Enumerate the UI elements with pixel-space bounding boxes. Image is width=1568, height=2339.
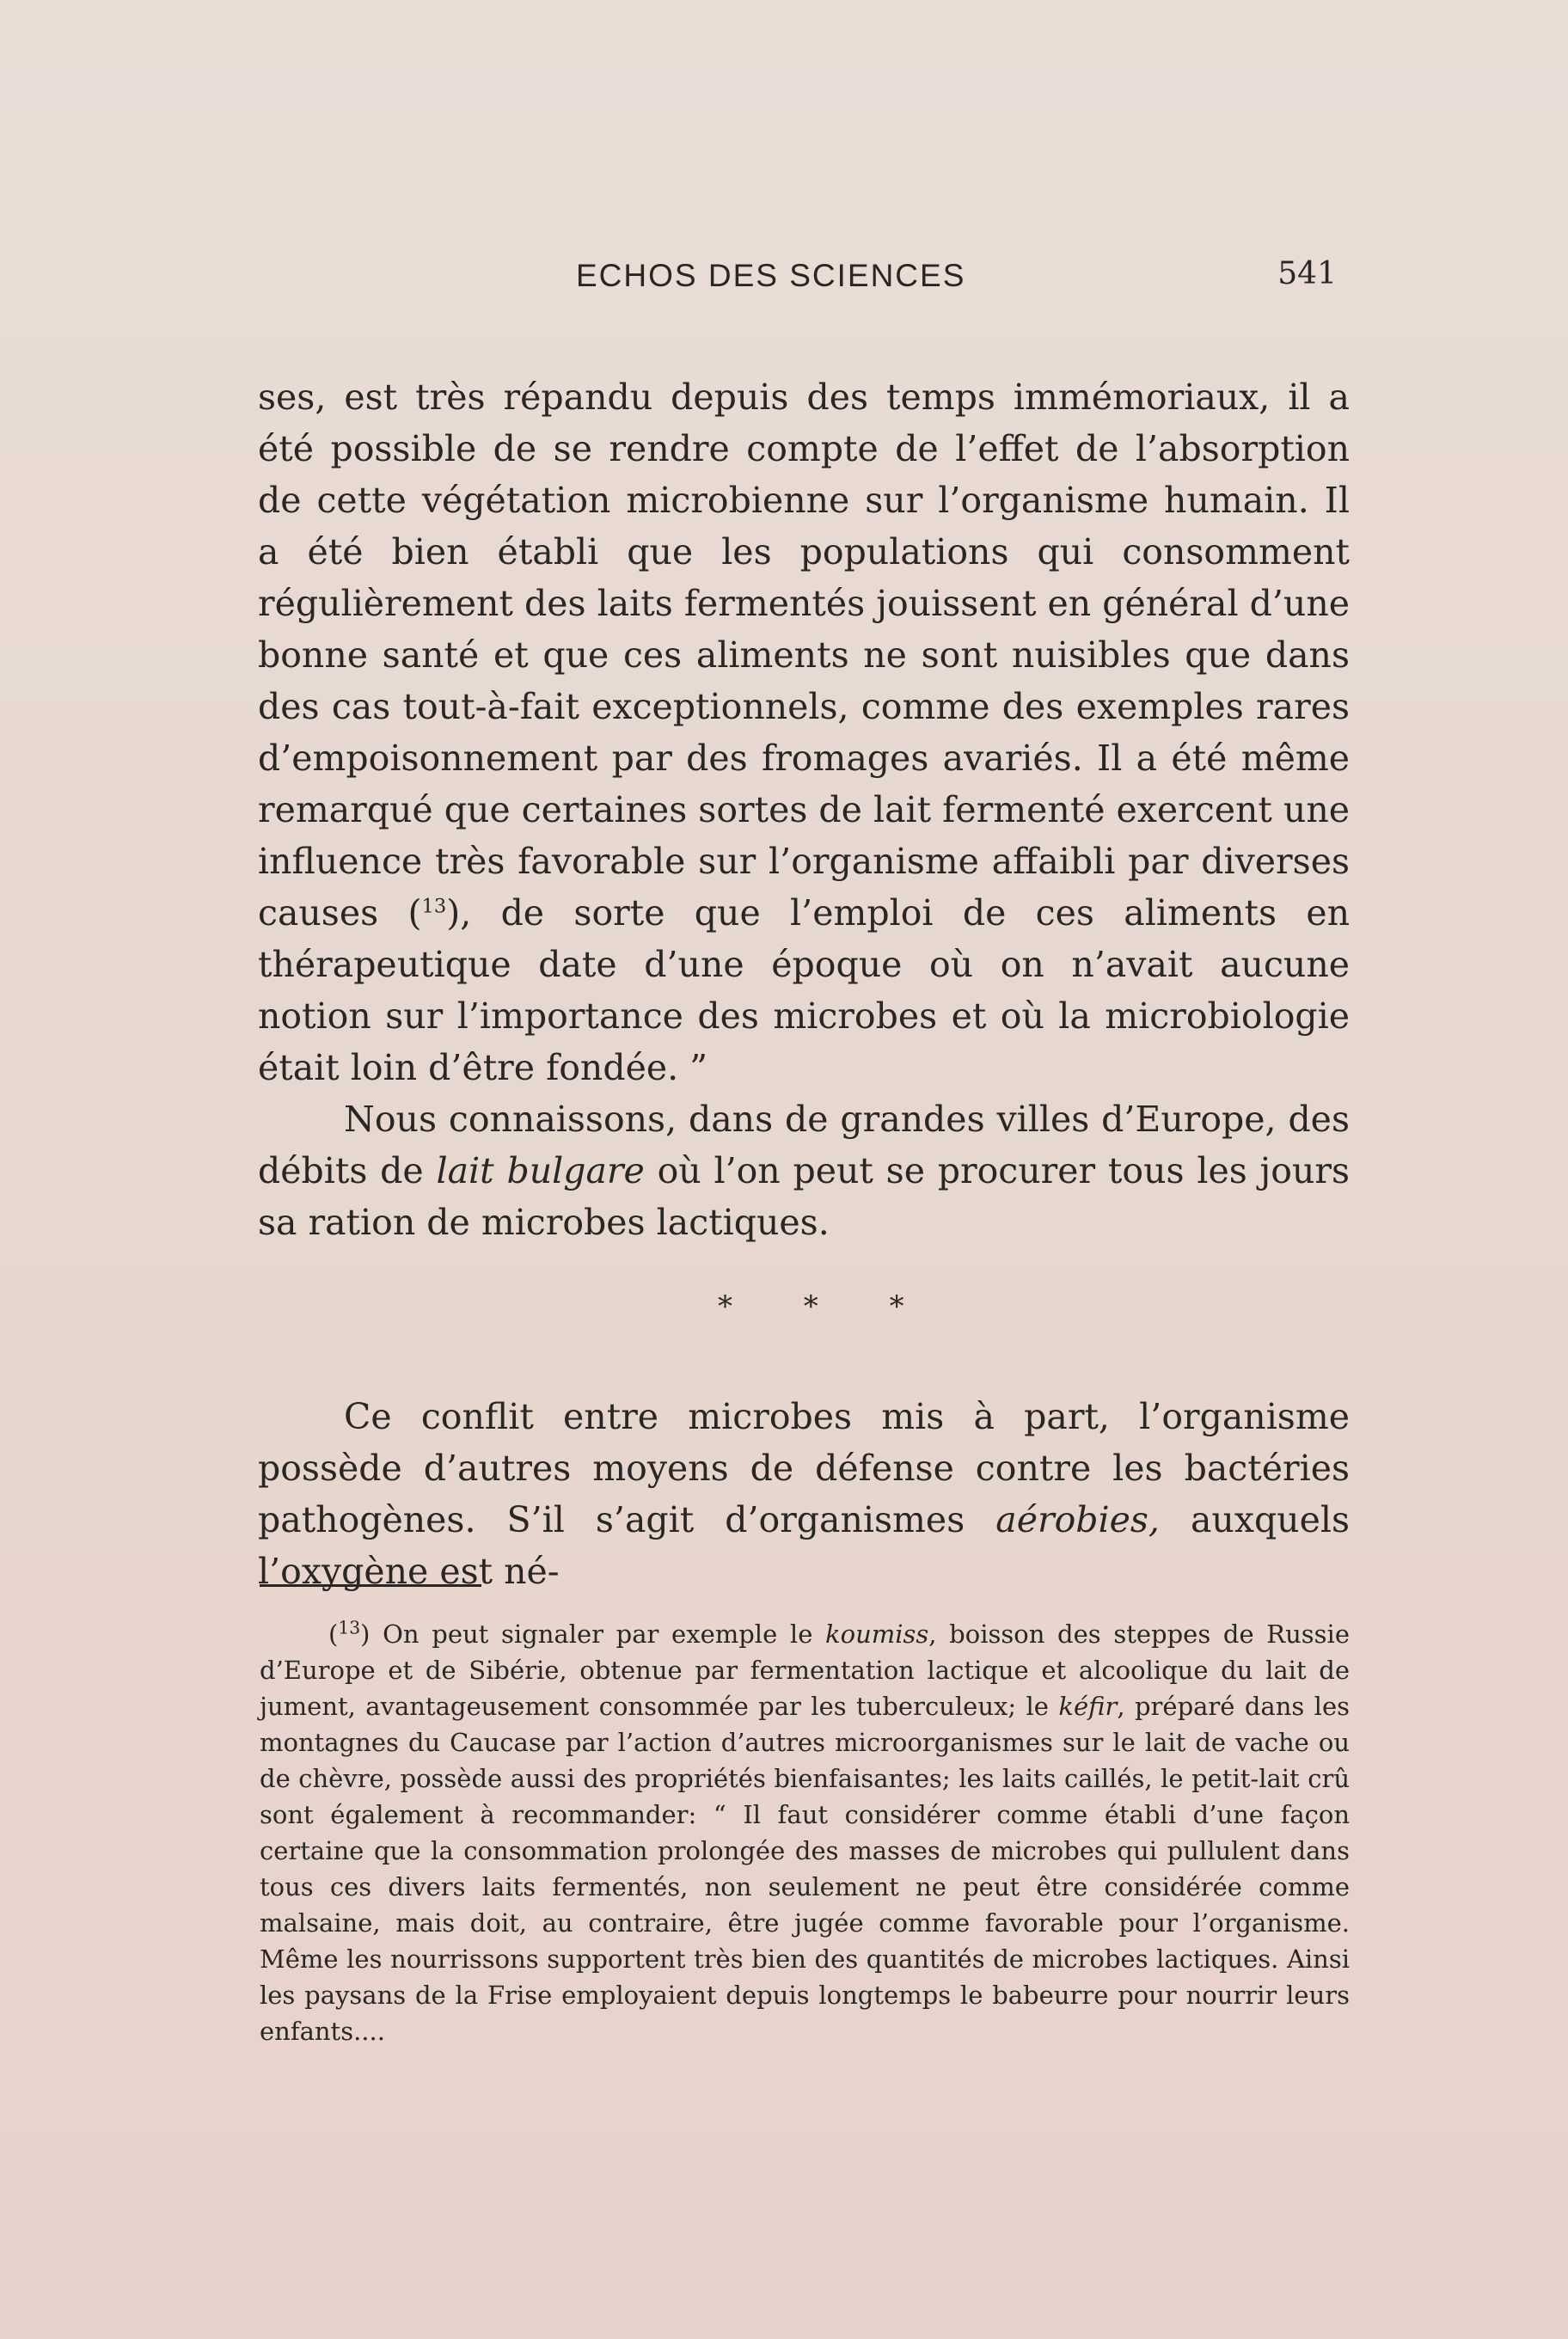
paragraph-3-text-a: Ce conflit entre microbes mis à part, l’organisme possède d’autres moyens de défense contre les bactéries pathogènes. S’il s’agit d’organismes [258, 1396, 1350, 1540]
footnote-reference: 13 [421, 895, 447, 918]
paragraph-3 [258, 1391, 1350, 1597]
paragraph-2 [258, 1093, 1350, 1248]
footnote [260, 1616, 1350, 2049]
paragraph-1-text-a: ses, est très répandu depuis des temps immémoriaux, il a été possible de se rendre compte de l’effet de l’absorption de cette végétation microbienne sur l’organisme humain. Il a été bien établi que les populations qui consomment régulièrement des laits fermentés jouissent en général d’une bonne santé et que ces aliments ne sont nuisibles que dans des cas tout-à-fait exceptionnels, comme des exemples rares d’empoisonnement par des fromages avariés. Il a été même remarqué que certaines sortes de lait fermenté exercent une influence très favorable sur l’organisme affaibli par diverses causes ( [258, 377, 1350, 934]
footnote-13: ($^{13}$) On peut signaler par exemple le koumiss, boisson des steppes de Russie d’Europe et de Sibérie, obtenue par fermentation lactique et alcoolique du lait de jument, avantageusement consommée par les tuberculeux; le kéfir, préparé dans les montagnes du Caucase par l’action d’autres microorganismes sur le lait de vache ou de chèvre, possède aussi des propriétés bienfaisantes; les laits caillés, le petit-lait crû sont également à recommander: “ Il faut considérer comme établi d’une façon certaine que la consommation prolongée des masses de microbes qui pullulent dans tous ces divers laits fermentés, non seulement ne peut être considérée comme malsaine, mais doit, au contraire, être jugée comme favorable pour l’organisme. Même les nourrissons supportent très bien des quantités de microbes lactiques. Ainsi les paysans de la Frise employaient depuis longtemps le babeurre pour nourrir leurs enfants.... [260, 1617, 1350, 2046]
paragraph-3-text-b: auxquels l’oxygène est né- [258, 1499, 1351, 1592]
running-header [258, 258, 1345, 301]
footnote-italic-1: koumiss [825, 1620, 929, 1649]
main-text-continued [258, 1391, 1350, 1597]
running-title: ECHOS DES SCIENCES [576, 258, 966, 293]
paragraph-2-text-a: Nous connaissons, dans de grandes villes d’Europe, des débits de [258, 1099, 1350, 1191]
paragraph-3-italic: aérobies, [995, 1499, 1160, 1540]
footnote-number: 13 [338, 1617, 361, 1638]
paragraph-1-text-b: ), de sorte que l’emploi de ces aliments en thérapeutique date d’une époque où on n’avait aucune notion sur l’importance des microbes et où la microbiologie était loin d’être fondée. ” [258, 892, 1351, 1088]
section-separator: * * * [718, 1289, 935, 1324]
main-text [258, 371, 1350, 1248]
footnote-text-2: , boisson des steppes de Russie d’Europe et de Sibérie, obtenue par fermentation lactique et alcoolique du lait de jument, avantageusement consommée par les tuberculeux; le [260, 1620, 1350, 1721]
paragraph-1 [258, 371, 1350, 1093]
footnote-italic-2: kéfir [1058, 1692, 1118, 1721]
footnote-text-3: , préparé dans les montagnes du Caucase par l’action d’autres microorganismes sur le lait de vache ou de chèvre, possède aussi des propriétés bienfaisantes; les laits caillés, le petit-lait crû sont également à recommander: “ Il faut considérer comme établi d’une façon certaine que la consommation prolongée des masses de microbes qui pullulent dans tous ces divers laits fermentés, non seulement ne peut être considérée comme malsaine, mais doit, au contraire, être jugée comme favorable pour l’organisme. Même les nourrissons supportent très bien des quantités de microbes lactiques. Ainsi les paysans de la Frise employaient depuis longtemps le babeurre pour nourrir leurs enfants.... [260, 1692, 1350, 2046]
footnote-text-1: On peut signaler par exemple le [370, 1620, 826, 1649]
footnote-divider [260, 1584, 481, 1587]
page-number: 541 [1277, 256, 1337, 291]
paragraph-2-text-b: où l’on peut se procurer tous les jours sa ration de microbes lactiques. [258, 1150, 1350, 1243]
paragraph-2-italic: lait bulgare [436, 1150, 645, 1191]
